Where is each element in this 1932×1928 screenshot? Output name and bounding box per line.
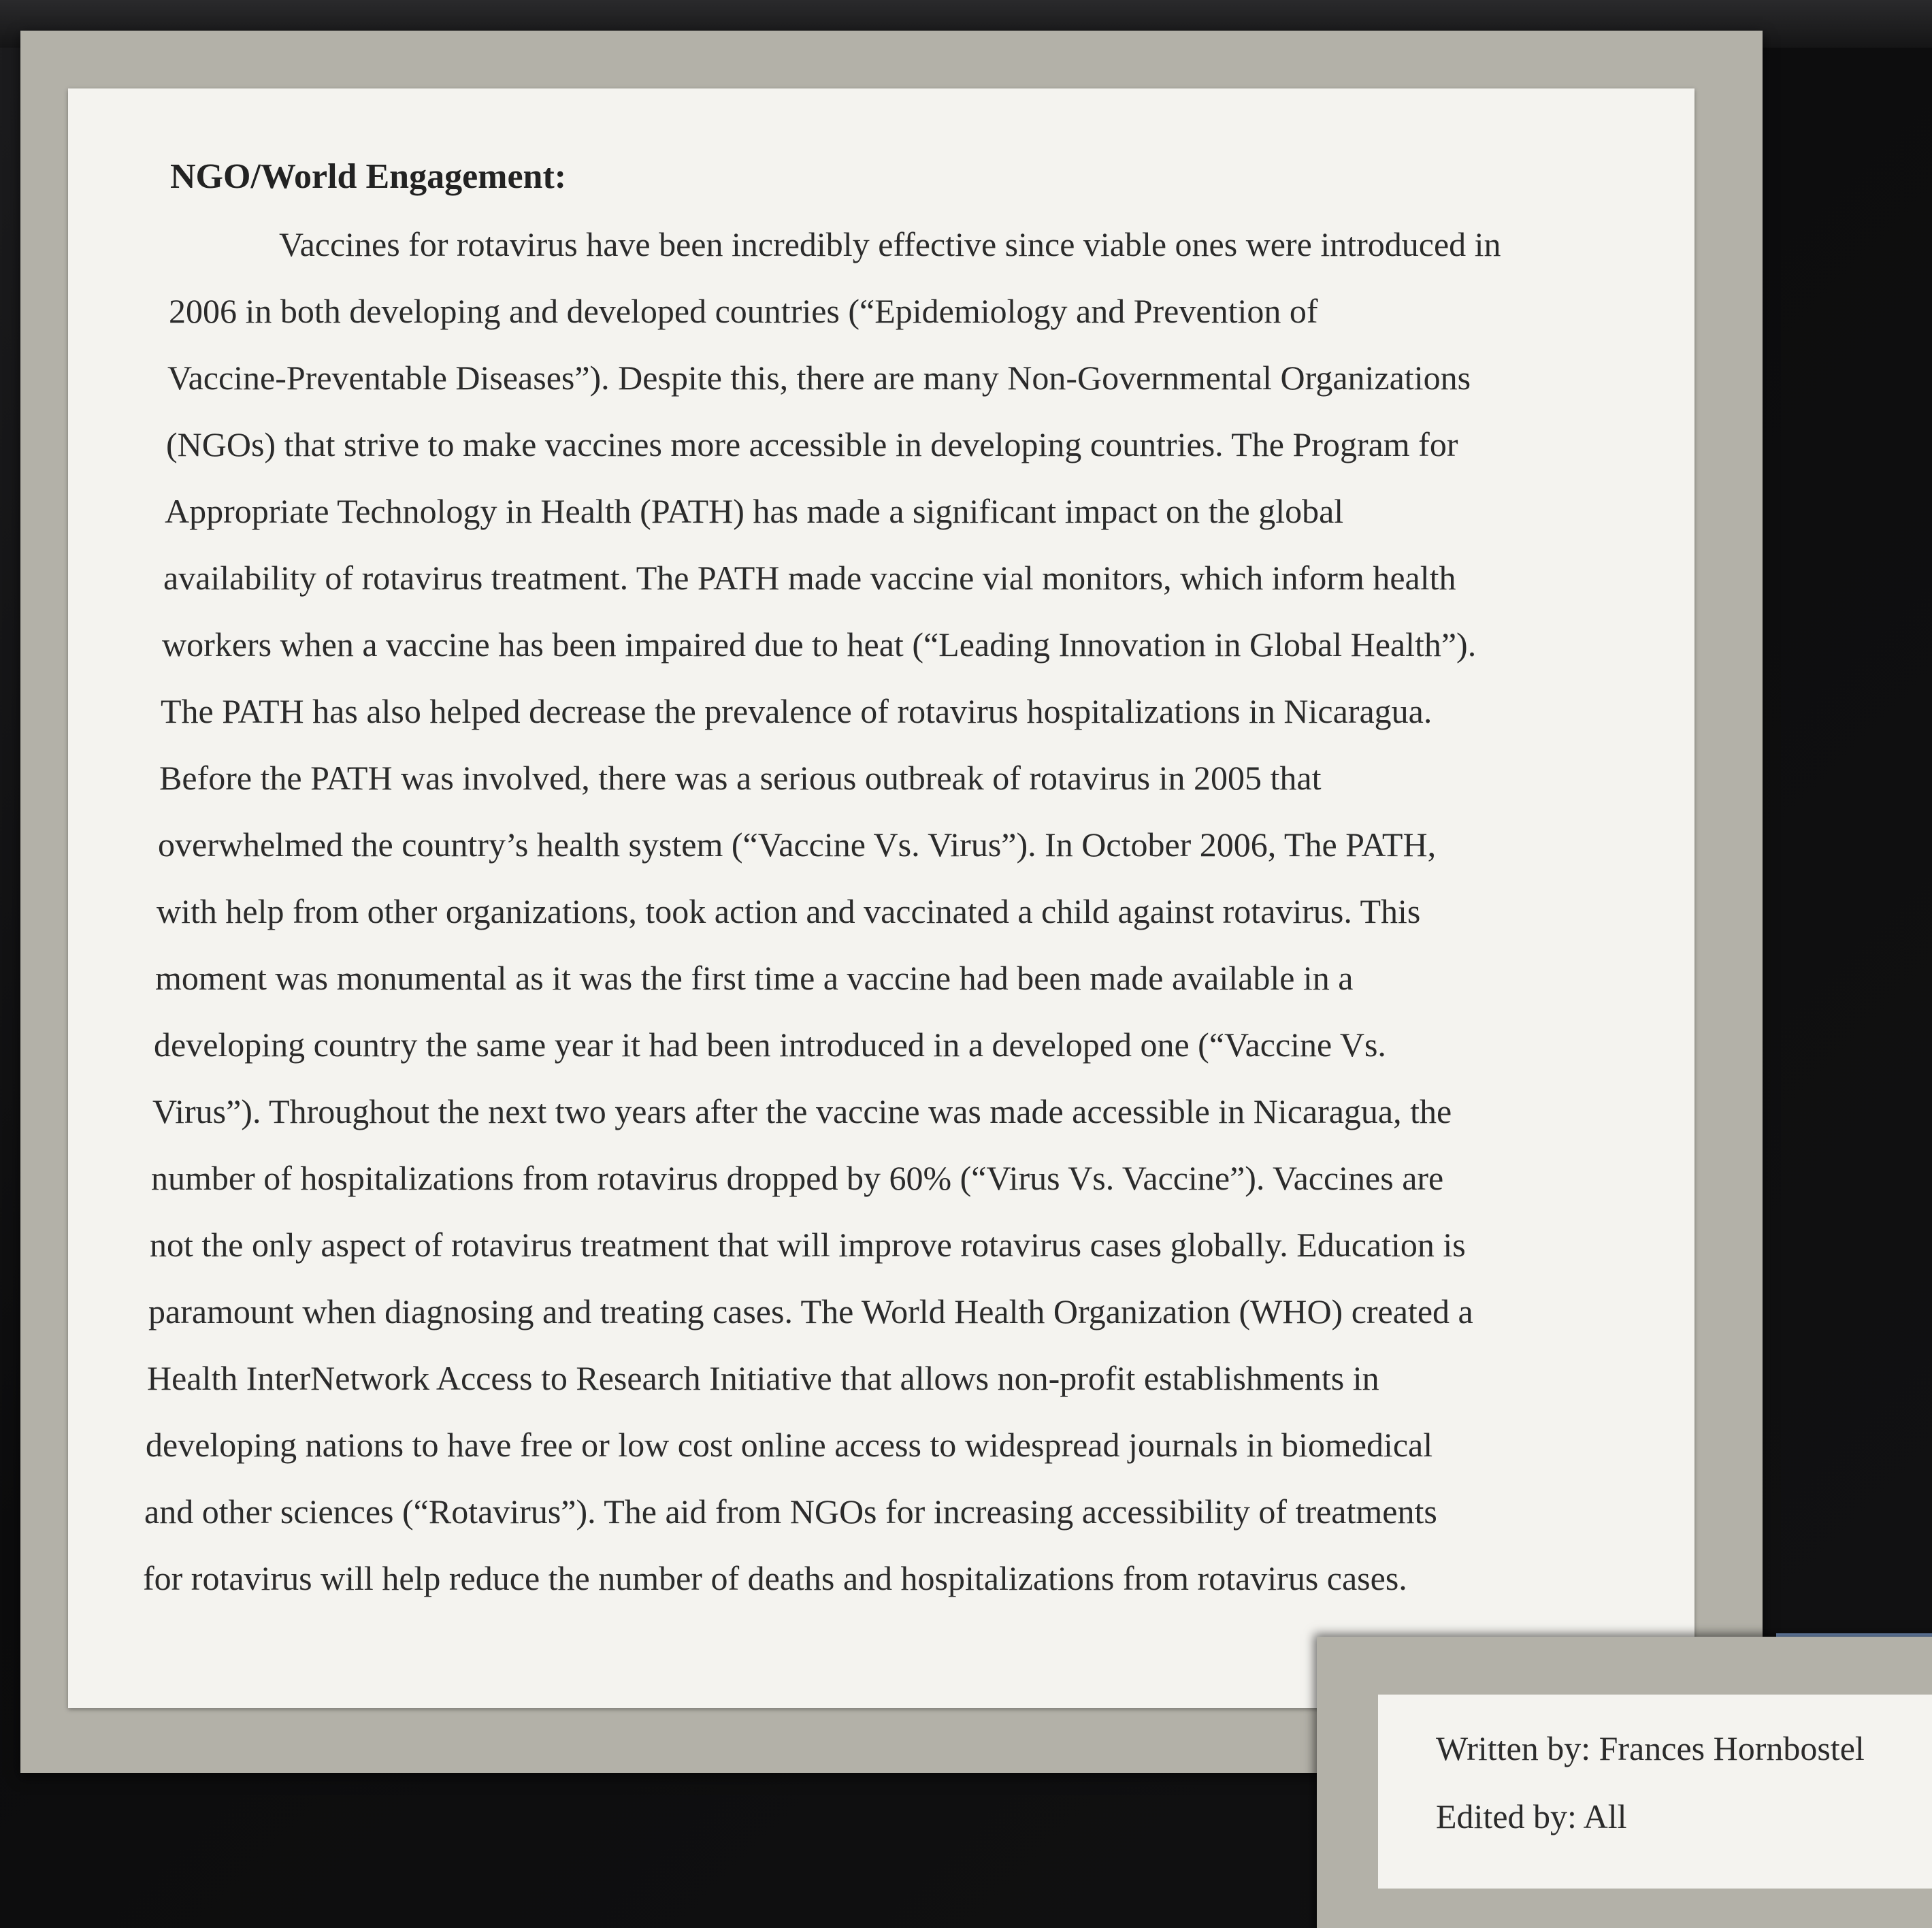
essay-paper [68, 88, 1694, 1708]
essay-line: workers when a vaccine has been impaired due to heat (“Leading Innovation in Global Health”). [162, 625, 1477, 664]
essay-line: developing nations to have free or low cost online access to widespread journals in biomedical [146, 1426, 1433, 1464]
essay-line: overwhelmed the country’s health system (“Vaccine Vs. Virus”). In October 2006, The PATH, [158, 826, 1437, 864]
essay-line: moment was monumental as it was the first time a vaccine had been made available in a [155, 959, 1354, 997]
essay-line: The PATH has also helped decrease the prevalence of rotavirus hospitalizations in Nicaragua. [161, 692, 1432, 730]
credit-paper [1378, 1695, 1932, 1889]
essay-heading: NGO/World Engagement: [170, 157, 567, 196]
essay-line: paramount when diagnosing and treating cases. The World Health Organization (WHO) created a [148, 1292, 1473, 1330]
essay-line: developing country the same year it had been introduced in a developed one (“Vaccine Vs. [154, 1026, 1386, 1064]
edited-by-text: Edited by: All [1436, 1797, 1627, 1835]
essay-line: Appropriate Technology in Health (PATH) has made a significant impact on the global [165, 492, 1344, 530]
essay-line: availability of rotavirus treatment. The PATH made vaccine vial monitors, which inform health [163, 559, 1456, 597]
essay-line: Before the PATH was involved, there was a serious outbreak of rotavirus in 2005 that [159, 759, 1322, 797]
essay-line: with help from other organizations, took action and vaccinated a child against rotavirus. This [157, 892, 1421, 930]
essay-line: for rotavirus will help reduce the number of deaths and hospitalizations from rotavirus cases. [143, 1559, 1407, 1597]
essay-line: Virus”). Throughout the next two years after the vaccine was made accessible in Nicaragua, the [152, 1092, 1452, 1130]
essay-line: not the only aspect of rotavirus treatment that will improve rotavirus cases globally. Education is [150, 1226, 1466, 1264]
essay-line: number of hospitalizations from rotavirus dropped by 60% (“Virus Vs. Vaccine”). Vaccines are [151, 1159, 1444, 1197]
essay-line: and other sciences (“Rotavirus”). The aid from NGOs for increasing accessibility of treatments [144, 1492, 1437, 1531]
essay-line: (NGOs) that strive to make vaccines more accessible in developing countries. The Program for [166, 425, 1458, 463]
essay-line: Vaccine-Preventable Diseases”). Despite this, there are many Non-Governmental Organizations [167, 359, 1471, 397]
essay-line: Vaccines for rotavirus have been incredibly effective since viable ones were introduced in [279, 225, 1501, 263]
written-by-text: Written by: Frances Hornbostel [1436, 1729, 1865, 1767]
essay-line: Health InterNetwork Access to Research Initiative that allows non-profit establishments in [147, 1359, 1379, 1397]
essay-line: 2006 in both developing and developed countries (“Epidemiology and Prevention of [169, 292, 1318, 330]
